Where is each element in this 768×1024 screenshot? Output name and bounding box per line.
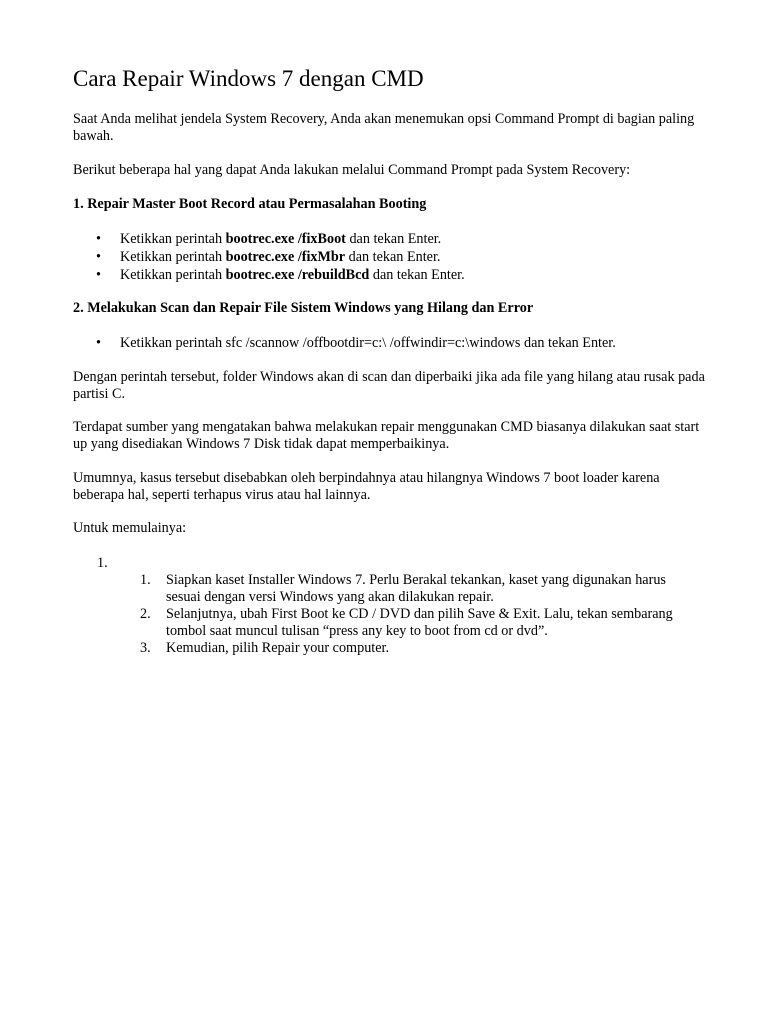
- section-1-heading: 1. Repair Master Boot Record atau Permasalahan Booting: [73, 196, 427, 212]
- step-text: Selanjutnya, ubah First Boot ke CD / DVD dan pilih Save & Exit. Lalu, tekan sembarang tombol saat muncul tulisan “press any key to boot from cd or dvd”.: [166, 606, 673, 639]
- outer-list-number: 1.: [97, 555, 108, 571]
- section-2-heading: 2. Melakukan Scan dan Repair File Sistem Windows yang Hilang dan Error: [73, 300, 534, 316]
- paragraph-3: Dengan perintah tersebut, folder Windows akan di scan dan diperbaiki jika ada file yang hilang atau rusak pada partisi C.: [73, 369, 705, 402]
- page-title: Cara Repair Windows 7 dengan CMD: [73, 66, 424, 91]
- intro-paragraph-2: Berikut beberapa hal yang dapat Anda lakukan melalui Command Prompt pada System Recovery:: [73, 162, 631, 178]
- item-text: Ketikkan perintah: [120, 249, 226, 265]
- list-item: [73, 231, 705, 249]
- item-text: dan tekan Enter.: [345, 231, 442, 247]
- item-text: Ketikkan perintah sfc /scannow /offbootdir=c:\ /offwindir=c:\windows dan tekan Enter.: [120, 335, 616, 351]
- list-item: [97, 572, 697, 606]
- command-text: bootrec.exe /rebuildBcd: [225, 267, 370, 283]
- step-number: 3.: [140, 640, 151, 656]
- step-text: Kemudian, pilih Repair your computer.: [166, 640, 390, 656]
- list-item: [73, 249, 705, 267]
- bullet-icon: •: [96, 267, 101, 283]
- section-2-list: [73, 335, 705, 353]
- step-number: 2.: [140, 606, 151, 622]
- paragraph-6: Untuk memulainya:: [73, 520, 187, 536]
- list-item: [97, 640, 697, 657]
- paragraph-5: Umumnya, kasus tersebut disebabkan oleh berpindahnya atau hilangnya Windows 7 boot loader karena beberapa hal, seperti terhapus virus atau hal lainnya.: [73, 470, 660, 503]
- step-number: 1.: [140, 572, 151, 588]
- list-item: [73, 335, 705, 353]
- item-text: Ketikkan perintah: [120, 267, 226, 283]
- bullet-icon: •: [96, 335, 101, 351]
- list-item: [73, 267, 705, 285]
- paragraph-4: Terdapat sumber yang mengatakan bahwa melakukan repair menggunakan CMD biasanya dilakukan saat start up yang disediakan Windows 7 Disk tidak dapat memperbaikinya.: [73, 419, 700, 452]
- step-text: Siapkan kaset Installer Windows 7. Perlu Berakal tekankan, kaset yang digunakan harus sesuai dengan versi Windows yang akan dilakukan repair.: [166, 572, 666, 605]
- intro-paragraph: Saat Anda melihat jendela System Recovery, Anda akan menemukan opsi Command Prompt di bagian paling bawah.: [73, 111, 695, 144]
- list-item: [97, 606, 697, 640]
- section-1-list: [73, 231, 705, 285]
- steps-list: [97, 572, 697, 657]
- bullet-icon: •: [96, 249, 101, 265]
- command-text: bootrec.exe /fixMbr: [225, 249, 346, 265]
- item-text: dan tekan Enter.: [369, 267, 465, 283]
- bullet-icon: •: [96, 231, 101, 247]
- item-text: dan tekan Enter.: [345, 249, 441, 265]
- command-text: bootrec.exe /fixBoot: [225, 231, 346, 247]
- item-text: Ketikkan perintah: [120, 231, 226, 247]
